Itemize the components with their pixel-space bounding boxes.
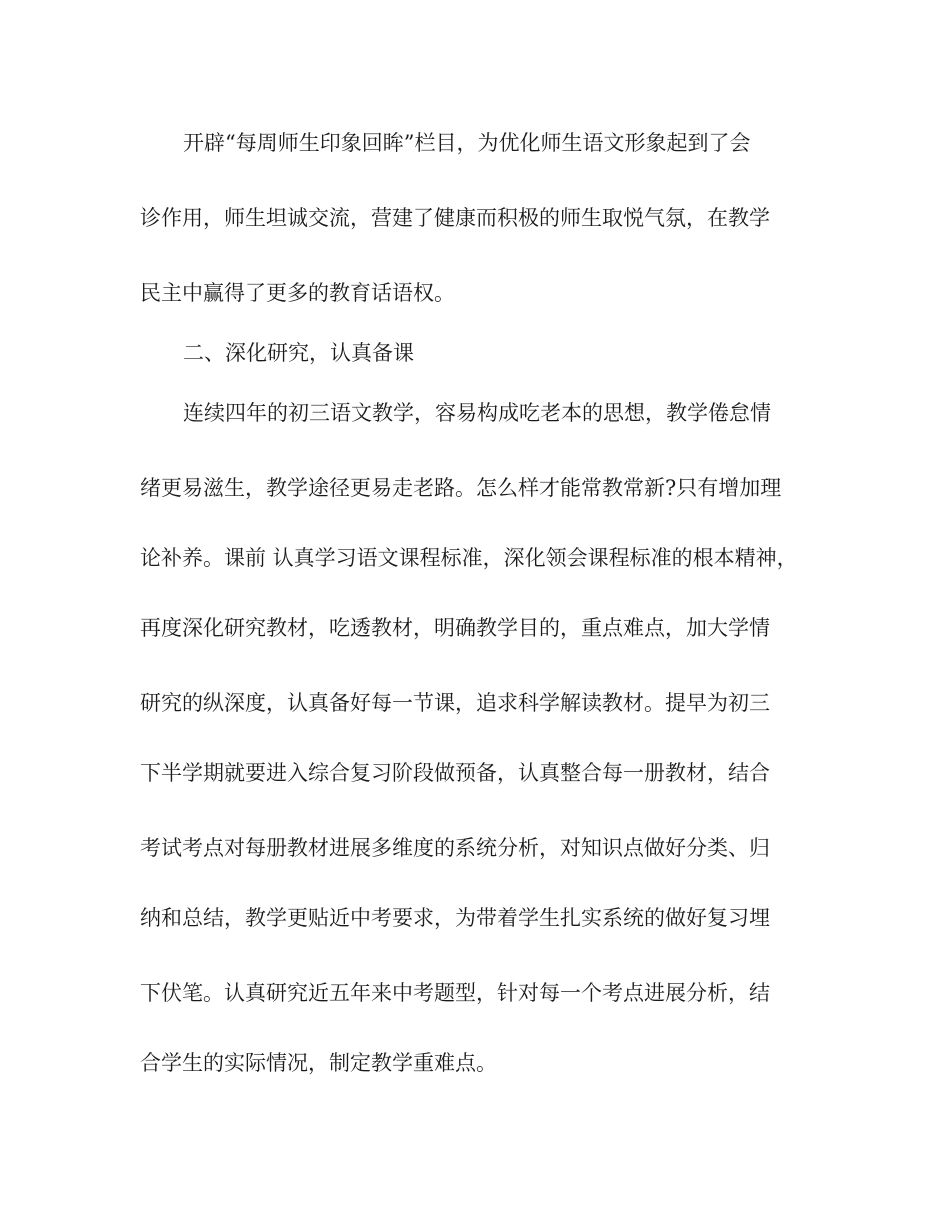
paragraph-line: 绪更易滋生，教学途径更易走老路。怎么样才能常教常新?只有增加理 [140,476,782,500]
paragraph-line: 开辟“每周师生印象回眸”栏目，为优化师生语文形象起到了会 [183,131,751,155]
paragraph-line: 论补养。课前 认真学习语文课程标准，深化领会课程标准的根本精神， [140,546,798,570]
paragraph-line: 民主中赢得了更多的教育话语权。 [140,281,455,305]
paragraph-line: 合学生的实际情况，制定教学重难点。 [140,1051,497,1075]
paragraph-line: 下半学期就要进入综合复习阶段做预备，认真整合每一册教材，结合 [140,761,770,785]
paragraph-line: 连续四年的初三语文教学，容易构成吃老本的思想，教学倦怠情 [183,401,771,425]
section-heading: 二、深化研究，认真备课 [183,341,414,365]
paragraph-line: 再度深化研究教材，吃透教材，明确教学目的，重点难点，加大学情 [140,616,770,640]
paragraph-line: 纳和总结，教学更贴近中考要求，为带着学生扎实系统的做好复习埋 [140,906,770,930]
paragraph-line: 诊作用，师生坦诚交流，营建了健康而积极的师生取悦气氛，在教学 [140,206,770,230]
paragraph-line: 研究的纵深度，认真备好每一节课，追求科学解读教材。提早为初三 [140,691,770,715]
paragraph-line: 考试考点对每册教材进展多维度的系统分析，对知识点做好分类、归 [140,836,770,860]
paragraph-line: 下伏笔。认真研究近五年来中考题型，针对每一个考点进展分析，结 [140,981,770,1005]
